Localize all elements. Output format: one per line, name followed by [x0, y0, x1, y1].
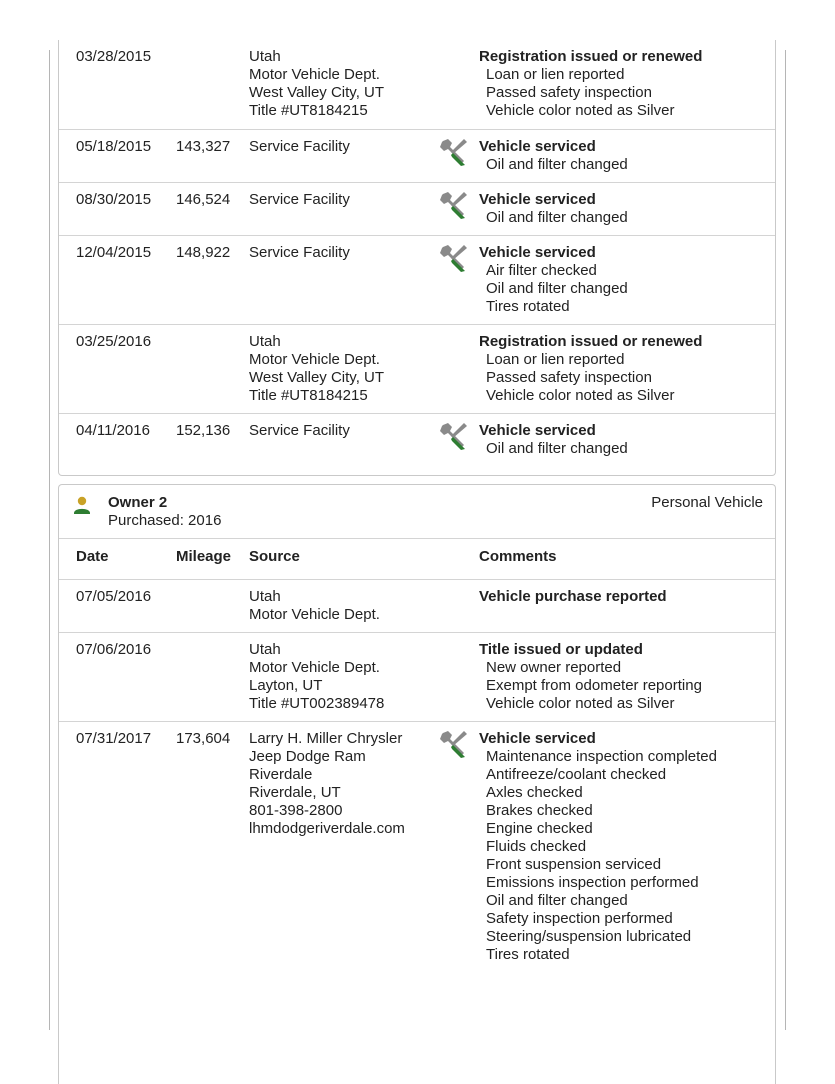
comment-item: Oil and filter changed [486, 209, 628, 226]
comment-title: Vehicle serviced [479, 730, 596, 747]
source-line: Layton, UT [249, 677, 323, 694]
table-row [59, 324, 775, 414]
comment-title: Vehicle purchase reported [479, 588, 667, 605]
source-line: Title #UT8184215 [249, 387, 368, 404]
table-row [59, 721, 775, 973]
record-mileage: 148,922 [176, 244, 231, 261]
source-line: West Valley City, UT [249, 84, 385, 101]
column-header-comments: Comments [479, 548, 557, 565]
record-source [249, 48, 384, 120]
source-line: Utah [249, 588, 281, 605]
table-row [59, 182, 775, 236]
record-date: 05/18/2015 [76, 138, 152, 155]
record-date: 03/25/2016 [76, 333, 152, 350]
record-date: 08/30/2015 [76, 191, 152, 208]
comment-item: Vehicle color noted as Silver [486, 102, 675, 119]
table-row [59, 579, 775, 633]
table-row [59, 413, 775, 467]
comment-item: Passed safety inspection [486, 369, 652, 386]
right-frame-line [785, 50, 786, 1030]
record-source [249, 422, 350, 440]
column-header-mileage: Mileage [176, 548, 232, 565]
owner-name: Owner 2 [108, 494, 168, 511]
record-comments [479, 333, 702, 405]
record-date: 07/05/2016 [76, 588, 152, 605]
wrench-screwdriver-icon [438, 189, 470, 221]
record-comments [479, 48, 702, 120]
record-comments [479, 191, 628, 227]
record-comments [479, 244, 628, 316]
comment-item: Antifreeze/coolant checked [486, 766, 667, 783]
comment-item: Engine checked [486, 820, 593, 837]
comment-title: Vehicle serviced [479, 191, 596, 208]
record-mileage: 173,604 [176, 730, 231, 747]
source-line: Utah [249, 641, 281, 658]
wrench-screwdriver-icon [438, 728, 470, 760]
comment-item: Emissions inspection performed [486, 874, 699, 891]
record-date: 04/11/2016 [76, 422, 150, 439]
comment-item: Front suspension serviced [486, 856, 662, 873]
table-header-row [59, 538, 775, 579]
source-line: Motor Vehicle Dept. [249, 659, 380, 676]
comment-item: Oil and filter changed [486, 280, 628, 297]
record-date: 07/31/2017 [76, 730, 152, 747]
owner-header [59, 485, 775, 539]
record-date: 03/28/2015 [76, 48, 152, 65]
record-comments [479, 422, 628, 458]
record-source [249, 138, 350, 156]
record-source [249, 641, 384, 713]
comment-title: Vehicle serviced [479, 422, 596, 439]
table-row [59, 129, 775, 183]
comment-title: Registration issued or renewed [479, 48, 703, 65]
comment-item: Tires rotated [486, 298, 570, 315]
record-comments [479, 588, 667, 606]
comment-item: Oil and filter changed [486, 440, 628, 457]
source-line: Jeep Dodge Ram [249, 748, 366, 765]
source-line: Service Facility [249, 422, 350, 439]
comment-item: Vehicle color noted as Silver [486, 695, 675, 712]
comment-title: Vehicle serviced [479, 244, 596, 261]
record-mileage: 143,327 [176, 138, 231, 155]
column-header-date: Date [76, 548, 109, 565]
comment-title: Title issued or updated [479, 641, 643, 658]
source-line: Service Facility [249, 244, 350, 261]
left-frame-line [49, 50, 50, 1030]
record-mileage: 146,524 [176, 191, 231, 208]
comment-item: Axles checked [486, 784, 583, 801]
comment-item: Passed safety inspection [486, 84, 652, 101]
comment-item: Loan or lien reported [486, 66, 625, 83]
comment-item: Oil and filter changed [486, 156, 628, 173]
record-source [249, 191, 350, 209]
source-line: Service Facility [249, 138, 350, 155]
comment-item: Exempt from odometer reporting [486, 677, 702, 694]
record-source [249, 588, 380, 624]
record-source [249, 730, 405, 838]
record-source [249, 333, 384, 405]
source-line: Title #UT8184215 [249, 102, 368, 119]
wrench-screwdriver-icon [438, 242, 470, 274]
source-line: lhmdodgeriverdale.com [249, 820, 405, 837]
column-header-source: Source [249, 548, 300, 565]
wrench-screwdriver-icon [438, 420, 470, 452]
owner-1-history-card [58, 40, 776, 476]
source-line: Utah [249, 48, 281, 65]
vehicle-use-type: Personal Vehicle [651, 494, 763, 511]
comment-item: New owner reported [486, 659, 622, 676]
comment-item: Brakes checked [486, 802, 593, 819]
comment-title: Registration issued or renewed [479, 333, 703, 350]
table-row [59, 632, 775, 722]
source-line: Motor Vehicle Dept. [249, 66, 380, 83]
source-line: Motor Vehicle Dept. [249, 351, 380, 368]
record-comments [479, 138, 628, 174]
comment-item: Maintenance inspection completed [486, 748, 717, 765]
comment-item: Fluids checked [486, 838, 587, 855]
comment-item: Oil and filter changed [486, 892, 628, 909]
source-line: Larry H. Miller Chrysler [249, 730, 403, 747]
comment-item: Loan or lien reported [486, 351, 625, 368]
source-line: 801-398-2800 [249, 802, 343, 819]
comment-title: Vehicle serviced [479, 138, 596, 155]
comment-item: Steering/suspension lubricated [486, 928, 692, 945]
source-line: Riverdale [249, 766, 313, 783]
table-row [59, 40, 775, 129]
source-line: Motor Vehicle Dept. [249, 606, 380, 623]
record-comments [479, 730, 717, 964]
table-row [59, 235, 775, 325]
record-comments [479, 641, 702, 713]
owner-purchased: Purchased: 2016 [108, 512, 222, 529]
source-line: West Valley City, UT [249, 369, 385, 386]
record-mileage: 152,136 [176, 422, 231, 439]
owner-2-history-card [58, 484, 776, 1084]
record-date: 12/04/2015 [76, 244, 152, 261]
source-line: Service Facility [249, 191, 350, 208]
person-icon [73, 496, 91, 518]
record-date: 07/06/2016 [76, 641, 152, 658]
comment-item: Safety inspection performed [486, 910, 673, 927]
comment-item: Tires rotated [486, 946, 570, 963]
wrench-screwdriver-icon [438, 136, 470, 168]
source-line: Title #UT002389478 [249, 695, 385, 712]
source-line: Utah [249, 333, 281, 350]
comment-item: Air filter checked [486, 262, 597, 279]
record-source [249, 244, 350, 262]
source-line: Riverdale, UT [249, 784, 341, 801]
comment-item: Vehicle color noted as Silver [486, 387, 675, 404]
